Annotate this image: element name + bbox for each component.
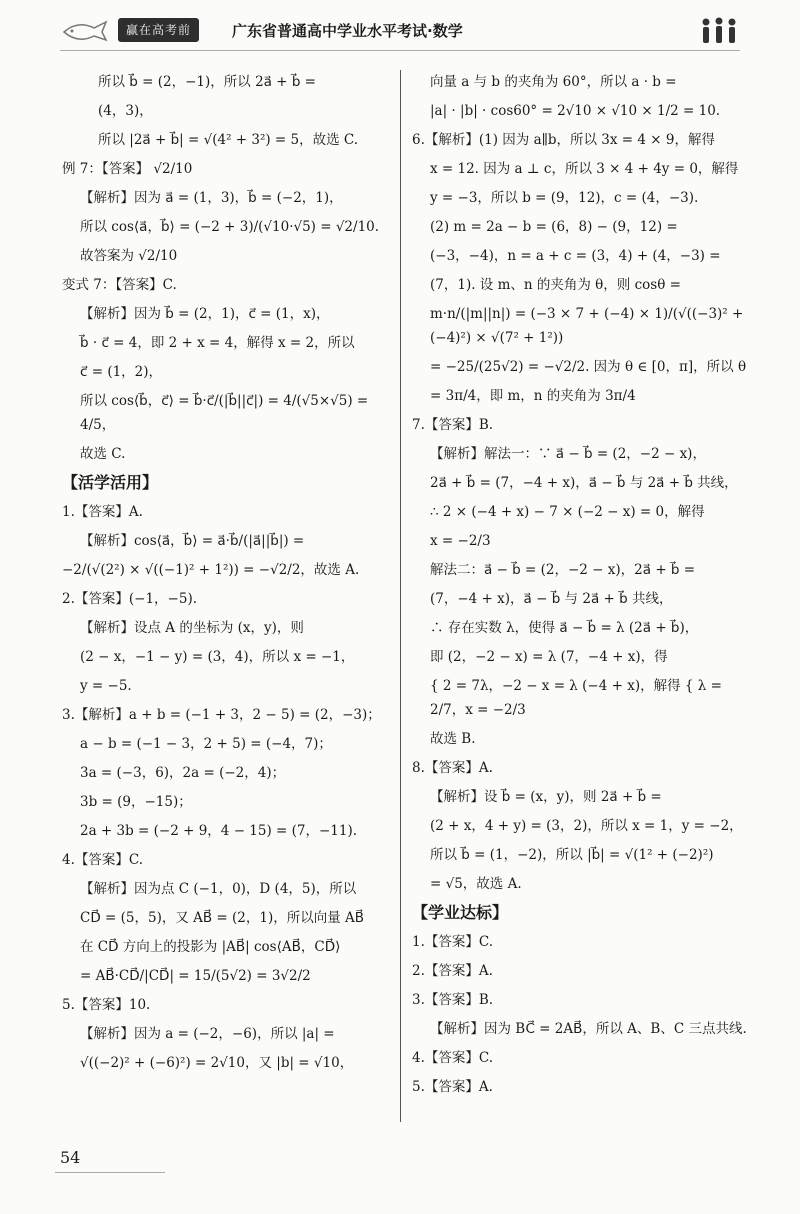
text-line: 4.【答案】C.: [412, 1050, 494, 1066]
text-line: = AB⃗·CD⃗/|CD⃗| = 15/(5√2) = 3√2/2: [80, 968, 311, 984]
text-line: 在 CD⃗ 方向上的投影为 |AB⃗| cos⟨AB⃗，CD⃗⟩: [80, 939, 341, 955]
text-line: = 3π/4，即 m，n 的夹角为 3π/4: [430, 388, 636, 404]
text-line: 2.【答案】A.: [412, 963, 493, 979]
text-line: 【解析】cos⟨a⃗，b⃗⟩ = a⃗·b⃗/(|a⃗||b⃗|) =: [80, 533, 305, 549]
text-line: 2a⃗ + b⃗ = (7，−4 + x)，a⃗ − b⃗ 与 2a⃗ + b⃗ 共线，: [430, 475, 738, 491]
text-line: 【解析】因为 BC⃗ = 2AB⃗，所以 A、B、C 三点共线.: [430, 1021, 747, 1037]
text-line: 2.【答案】(−1，−5).: [62, 591, 198, 607]
text-line: ∴ 存在实数 λ，使得 a⃗ − b⃗ = λ (2a⃗ + b⃗)，: [430, 620, 699, 636]
text-line: a − b = (−1 − 3，2 + 5) = (−4，7)；: [80, 736, 332, 752]
header-title: 广东省普通高中学业水平考试·数学: [232, 22, 463, 40]
text-line: b⃗ · c⃗ = 4，即 2 + x = 4，解得 x = 2，所以: [80, 335, 355, 351]
text-line: |a| · |b| · cos60° = 2√10 × √10 × 1/2 = 10.: [430, 103, 721, 119]
text-line: 5.【答案】10.: [62, 997, 151, 1013]
text-line: (7，−4 + x)，a⃗ − b⃗ 与 2a⃗ + b⃗ 共线，: [430, 591, 673, 607]
text-line: 【解析】因为 b⃗ = (2，1)，c⃗ = (1，x)，: [80, 306, 330, 322]
text-line: 解法二：a⃗ − b⃗ = (2，−2 − x)，2a⃗ + b⃗ =: [430, 562, 696, 578]
text-line: 6.【解析】(1) 因为 a∥b，所以 3x = 4 × 9，解得: [412, 132, 715, 148]
text-line: (7，1). 设 m、n 的夹角为 θ，则 cosθ =: [430, 277, 681, 293]
text-line: 所以 cos⟨a⃗，b⃗⟩ = (−2 + 3)/(√10·√5) = √2/10.: [80, 219, 380, 235]
text-line: 【解析】因为点 C (−1，0)，D (4，5)，所以: [80, 881, 357, 897]
text-line: 所以 cos⟨b⃗，c⃗⟩ = b⃗·c⃗/(|b⃗||c⃗|) = 4/(√5×√5) = 4/5，: [80, 393, 369, 433]
fish-icon: [60, 18, 110, 44]
text-line: (−3，−4)，n = a + c = (3，4) + (4，−3) =: [430, 248, 721, 264]
column-divider: [400, 70, 401, 1122]
text-line: √((−2)² + (−6)²) = 2√10，又 |b| = √10，: [80, 1055, 354, 1071]
text-line: 故选 B.: [430, 731, 476, 747]
text-line: c⃗ = (1，2)，: [80, 364, 163, 380]
text-line: 所以 |2a⃗ + b⃗| = √(4² + 3²) = 5，故选 C.: [98, 132, 359, 148]
text-line: = √5，故选 A.: [430, 876, 522, 892]
text-line: (4，3)，: [98, 103, 153, 119]
text-line: 5.【答案】A.: [412, 1079, 493, 1095]
text-line: 【解析】因为 a = (−2，−6)，所以 |a| =: [80, 1026, 335, 1042]
text-line: (2) m = 2a − b = (6，8) − (9，12) =: [430, 219, 678, 235]
left-column: [62, 70, 392, 1080]
text-line: 故选 C.: [80, 446, 126, 462]
text-line: −2/(√(2²) × √((−1)² + 1²)) = −√2/2，故选 A.: [62, 562, 360, 578]
text-line: 1.【答案】C.: [412, 934, 494, 950]
text-line: 所以 b⃗ = (2，−1)，所以 2a⃗ + b⃗ =: [98, 74, 316, 90]
text-line: CD⃗ = (5，5)，又 AB⃗ = (2，1)，所以向量 AB⃗: [80, 910, 365, 926]
text-line: 【解析】设 b⃗ = (x，y)，则 2a⃗ + b⃗ =: [430, 789, 662, 805]
section-heading: 【学业达标】: [412, 903, 509, 922]
text-line: 【解析】因为 a⃗ = (1，3)，b⃗ = (−2，1)，: [80, 190, 343, 206]
text-line: 所以 b⃗ = (1，−2)，所以 |b⃗| = √(1² + (−2)²): [430, 847, 714, 863]
footer-rule: [55, 1172, 165, 1173]
text-line: 【解析】解法一：∵ a⃗ − b⃗ = (2，−2 − x)，: [430, 446, 706, 462]
text-line: x = −2/3: [430, 533, 491, 549]
text-line: 3b = (9，−15)；: [80, 794, 192, 810]
text-line: 变式 7：【答案】C.: [62, 277, 177, 293]
text-line: 8.【答案】A.: [412, 760, 493, 776]
text-line: (2 − x，−1 − y) = (3，4)，所以 x = −1，: [80, 649, 355, 665]
text-line: 4.【答案】C.: [62, 852, 144, 868]
right-column: [412, 70, 752, 1104]
people-icon: [698, 16, 740, 48]
text-line: 即 (2，−2 − x) = λ (7，−4 + x)，得: [430, 649, 668, 665]
text-line: 【解析】设点 A 的坐标为 (x，y)，则: [80, 620, 304, 636]
text-line: 7.【答案】B.: [412, 417, 494, 433]
text-line: 3a = (−3，6)，2a = (−2，4)；: [80, 765, 286, 781]
text-line: (2 + x，4 + y) = (3，2)，所以 x = 1，y = −2，: [430, 818, 743, 834]
text-line: m·n/(|m||n|) = (−3 × 7 + (−4) × 1)/(√((−3)² + (−4)²) × √(7² + 1²)): [430, 306, 744, 346]
text-line: 2a + 3b = (−2 + 9，4 − 15) = (7，−11).: [80, 823, 358, 839]
text-line: 例 7：【答案】 √2/10: [62, 161, 193, 177]
text-line: 3.【解析】a + b = (−1 + 3，2 − 5) = (2，−3)；: [62, 707, 381, 723]
brand-badge: 赢在高考前: [118, 18, 199, 42]
page-number: 54: [60, 1148, 81, 1167]
header-rule: [60, 50, 740, 51]
text-line: ∴ 2 × (−4 + x) − 7 × (−2 − x) = 0，解得: [430, 504, 705, 520]
text-line: 3.【答案】B.: [412, 992, 494, 1008]
text-line: 故答案为 √2/10: [80, 248, 178, 264]
text-line: 1.【答案】A.: [62, 504, 143, 520]
section-heading: 【活学活用】: [62, 473, 159, 492]
text-line: { 2 = 7λ，−2 − x = λ (−4 + x)，解得 { λ = 2/7，x = −2/3: [430, 678, 722, 718]
text-line: x = 12. 因为 a ⊥ c，所以 3 × 4 + 4y = 0，解得: [430, 161, 739, 177]
text-line: y = −5.: [80, 678, 132, 694]
text-line: = −25/(25√2) = −√2/2. 因为 θ ∈ [0，π]，所以 θ: [430, 359, 747, 375]
text-line: y = −3，所以 b = (9，12)，c = (4，−3).: [430, 190, 699, 206]
text-line: 向量 a 与 b 的夹角为 60°，所以 a · b =: [430, 74, 677, 90]
page-header: [60, 14, 740, 54]
